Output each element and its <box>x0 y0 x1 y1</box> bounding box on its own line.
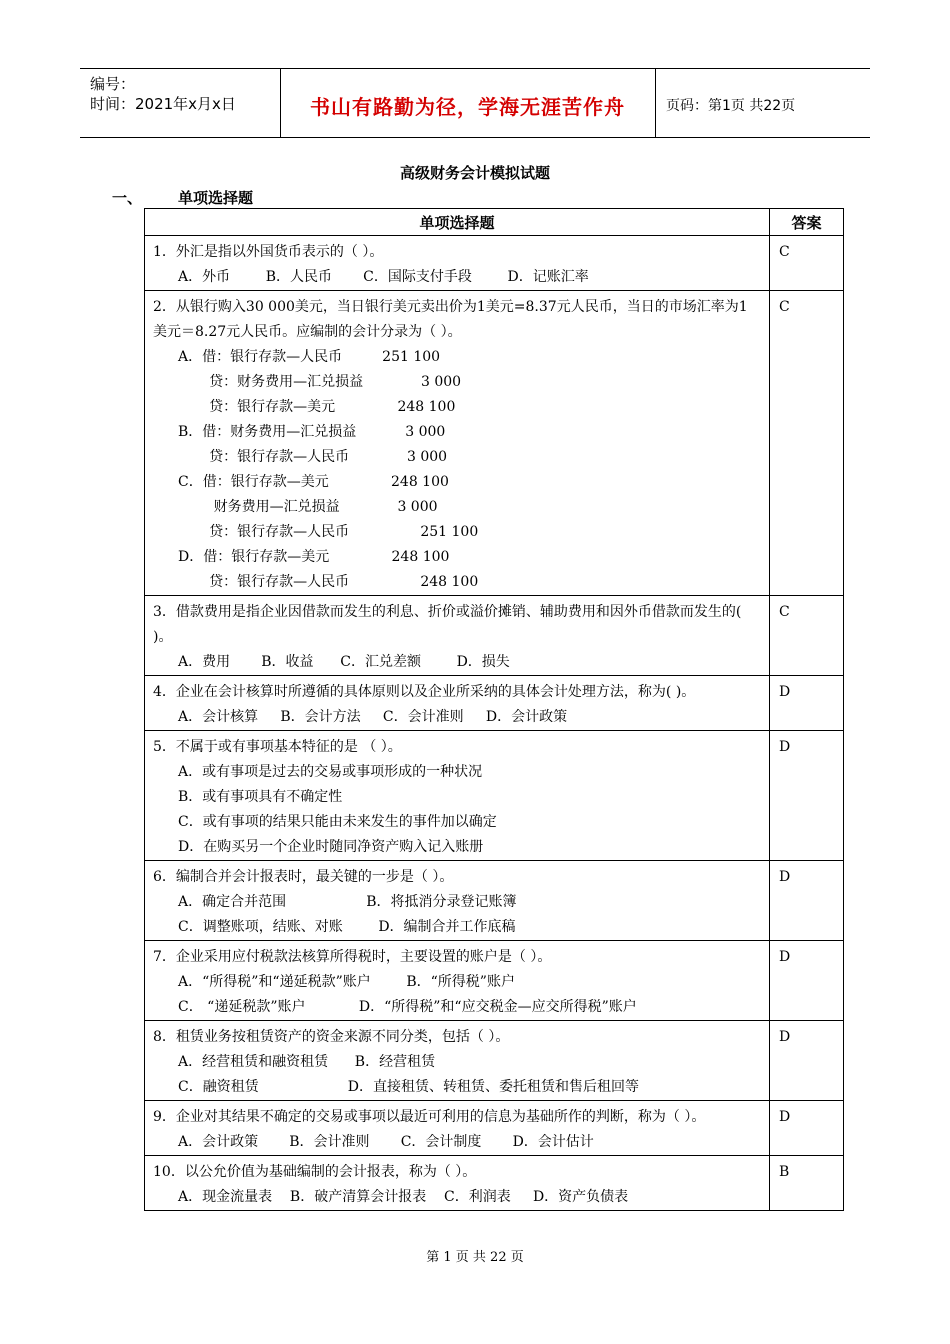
page-header <box>80 68 870 138</box>
questions-table <box>144 208 844 1211</box>
option-line: D．借：银行存款—美元 248 100 <box>178 549 450 565</box>
question-column-header: 单项选择题 <box>145 209 770 236</box>
option-line: A．“所得税”和“递延税款”账户 B．“所得税”账户 <box>178 974 515 990</box>
option-line: A．经营租赁和融资租赁 B．经营租赁 <box>178 1054 436 1070</box>
question-cell <box>145 1101 770 1156</box>
option-line: A．确定合并范围 B．将抵消分录登记账簿 <box>178 894 517 910</box>
header-motto-cell <box>280 69 656 137</box>
answer-value: D <box>779 684 791 700</box>
question-cell <box>145 291 770 596</box>
option-line: 贷：银行存款—人民币 251 100 <box>178 524 479 540</box>
answer-cell <box>770 1101 844 1156</box>
header-meta-cell <box>80 69 281 137</box>
question-row <box>145 236 844 291</box>
header-page-info: 页码：第1页 共22页 <box>666 98 796 114</box>
question-row <box>145 596 844 676</box>
option-line: A．会计核算 B．会计方法 C．会计准则 D．会计政策 <box>178 709 568 725</box>
header-motto: 书山有路勤为径，学海无涯苦作舟 <box>310 95 625 119</box>
document-number-label: 编号： <box>90 75 136 93</box>
document-title: 高级财务会计模拟试题 <box>399 164 550 182</box>
question-row <box>145 291 844 596</box>
answer-column-header: 答案 <box>770 209 844 236</box>
answer-value: C <box>779 604 790 620</box>
question-stem: 6．编制合并会计报表时，最关键的一步是（ ）。 <box>153 869 454 885</box>
question-row <box>145 1101 844 1156</box>
option-line: B．或有事项具有不确定性 <box>178 789 343 805</box>
answer-cell <box>770 596 844 676</box>
question-cell <box>145 596 770 676</box>
question-stem: 7．企业采用应付税款法核算所得税时，主要设置的账户是（ ）。 <box>153 949 552 965</box>
answer-value: D <box>779 1029 791 1045</box>
option-line: A．外币 B．人民币 C．国际支付手段 D．记账汇率 <box>178 269 589 285</box>
option-line: A．会计政策 B．会计准则 C．会计制度 D．会计估计 <box>178 1134 594 1150</box>
option-line: D．在购买另一个企业时随同净资产购入记入账册 <box>178 839 484 855</box>
question-cell <box>145 731 770 861</box>
answer-value: D <box>779 949 791 965</box>
section-title: 单项选择题 <box>178 189 254 207</box>
option-line: 贷：银行存款—美元 248 100 <box>178 399 456 415</box>
question-stem: 10．以公允价值为基础编制的会计报表，称为（ ）。 <box>153 1164 477 1180</box>
question-row <box>145 1156 844 1211</box>
question-cell <box>145 861 770 941</box>
option-line: B．借：财务费用—汇兑损益 3 000 <box>178 424 446 440</box>
answer-cell <box>770 941 844 1021</box>
table-header-row <box>145 209 844 236</box>
question-cell <box>145 941 770 1021</box>
question-stem: 9．企业对其结果不确定的交易或事项以最近可利用的信息为基础所作的判断，称为（ ）。 <box>153 1109 706 1125</box>
option-line: A．费用 B．收益 C．汇兑差额 D．损失 <box>178 654 510 670</box>
option-line: C．调整账项，结账、对账 D．编制合并工作底稿 <box>178 919 516 935</box>
option-line: C．或有事项的结果只能由未来发生的事件加以确定 <box>178 814 497 830</box>
option-line: A．或有事项是过去的交易或事项形成的一种状况 <box>178 764 483 780</box>
answer-cell <box>770 1156 844 1211</box>
question-stem: 8．租赁业务按租赁资产的资金来源不同分类，包括（ ）。 <box>153 1029 510 1045</box>
questions-body <box>145 236 844 1211</box>
question-stem: 2．从银行购入30 000美元，当日银行美元卖出价为1美元=8.37元人民币，当日的市场汇率为1美元＝8.27元人民币。应编制的会计分录为（ ）。 <box>153 299 748 340</box>
answer-value: C <box>779 299 790 315</box>
option-line: C．融资租赁 D．直接租赁、转租赁、委托租赁和售后租回等 <box>178 1079 639 1095</box>
question-stem: 3．借款费用是指企业因借款而发生的利息、折价或溢价摊销、辅助费用和因外币借款而发生的( )。 <box>153 604 742 645</box>
answer-cell <box>770 731 844 861</box>
question-cell <box>145 1156 770 1211</box>
answer-cell <box>770 861 844 941</box>
page-footer: 第 1 页 共 22 页 <box>426 1250 524 1265</box>
option-line: 贷：财务费用—汇兑损益 3 000 <box>178 374 462 390</box>
question-row <box>145 941 844 1021</box>
answer-cell <box>770 291 844 596</box>
question-stem: 4．企业在会计核算时所遵循的具体原则以及企业所采纳的具体会计处理方法，称为( )。 <box>153 684 696 700</box>
option-line: 财务费用—汇兑损益 3 000 <box>178 499 438 515</box>
question-row <box>145 676 844 731</box>
option-line: C．借：银行存款—美元 248 100 <box>178 474 449 490</box>
answer-cell <box>770 676 844 731</box>
section-number: 一、 <box>112 189 143 207</box>
option-line: A．借：银行存款—人民币 251 100 <box>178 349 441 365</box>
answer-value: D <box>779 1109 791 1125</box>
answer-cell <box>770 1021 844 1101</box>
question-stem: 5．不属于或有事项基本特征的是 （ ）。 <box>153 739 402 755</box>
question-stem: 1．外汇是指以外国货币表示的（ ）。 <box>153 244 384 260</box>
option-line: 贷：银行存款—人民币 248 100 <box>178 574 479 590</box>
answer-value: B <box>779 1164 790 1180</box>
answer-value: C <box>779 244 790 260</box>
question-row <box>145 1021 844 1101</box>
question-cell <box>145 676 770 731</box>
option-line: A．现金流量表 B．破产清算会计报表 C．利润表 D．资产负债表 <box>178 1189 629 1205</box>
question-cell <box>145 236 770 291</box>
option-line: 贷：银行存款—人民币 3 000 <box>178 449 448 465</box>
question-cell <box>145 1021 770 1101</box>
option-line: C． “递延税款”账户 D．“所得税”和“应交税金—应交所得税”账户 <box>178 999 637 1015</box>
answer-cell <box>770 236 844 291</box>
answer-value: D <box>779 739 791 755</box>
question-row <box>145 861 844 941</box>
header-page-cell <box>656 69 870 137</box>
question-row <box>145 731 844 861</box>
answer-value: D <box>779 869 791 885</box>
document-time-label: 时间：2021年x月x日 <box>90 95 236 113</box>
